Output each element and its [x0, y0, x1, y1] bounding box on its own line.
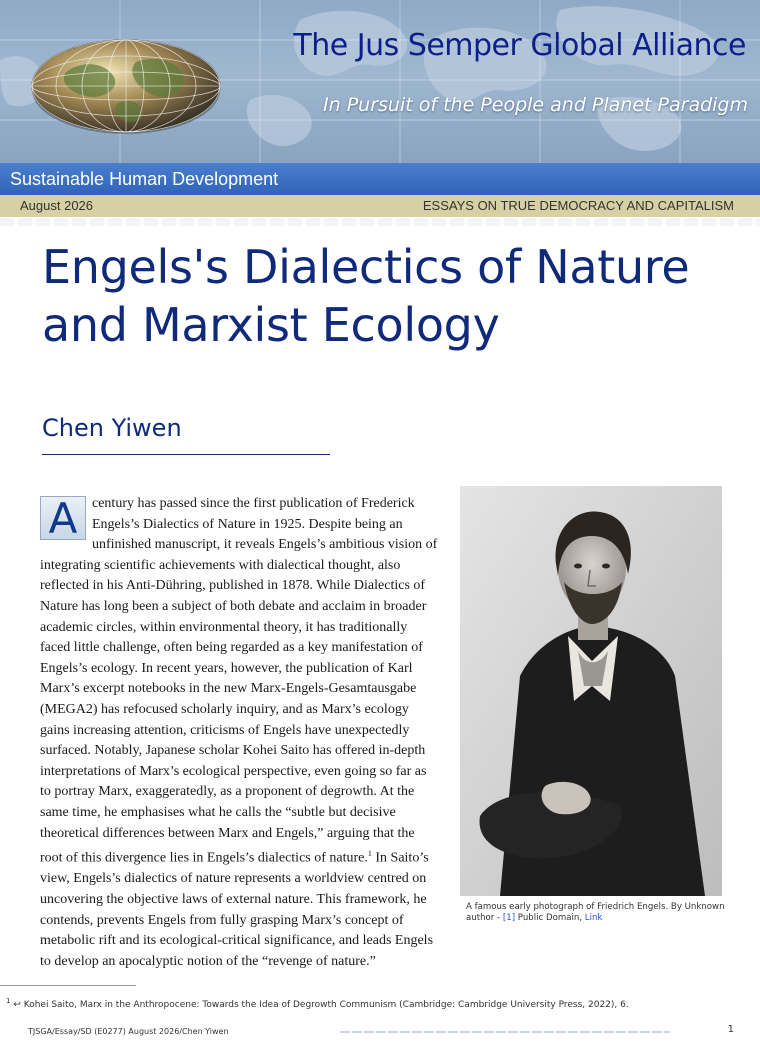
article-body: [40, 494, 440, 972]
portrait-image: [460, 486, 722, 896]
globe-icon: [26, 32, 226, 140]
issue-date: August 2026: [20, 198, 94, 213]
engels-photograph: [460, 486, 722, 896]
organization-title: The Jus Semper Global Alliance: [293, 28, 746, 63]
footer-reference: TJSGA/Essay/SD (E0277) August 2026/Chen Yiwen: [28, 1027, 229, 1036]
info-bar: [0, 195, 760, 217]
decorative-divider: [0, 218, 760, 226]
section-label: Sustainable Human Development: [10, 169, 279, 189]
footnote-text: Kohei Saito, Marx in the Anthropocene: Towards the Idea of Degrowth Communism (Cambridge: Cambridge University Press, 2022), 6.: [23, 1000, 629, 1010]
masthead-banner: [0, 0, 760, 163]
caption-license: Public Domain,: [515, 913, 585, 923]
footnote-separator: [0, 985, 136, 986]
caption-link[interactable]: Link: [584, 913, 603, 923]
footnote-reference[interactable]: 1: [367, 849, 372, 859]
body-paragraph-continuation: In Saito’s view, Engels’s dialectics of nature represents a worldview centred on uncovering the objective laws of external nature. This framework, he contends, prevents Engels from fully grasping Marx’s concept of metabolic rift and its ecological-critical significance, and leads Engels to develop an apocalyptic notion of the “revenge of nature.”: [40, 850, 434, 969]
footer-divider: [340, 1031, 670, 1033]
article-author: Chen Yiwen: [42, 414, 182, 442]
series-label: ESSAYS ON TRUE DEMOCRACY AND CAPITALISM: [422, 198, 734, 213]
drop-cap: A: [40, 496, 86, 540]
author-underline: [42, 454, 330, 455]
page-number: 1: [727, 1024, 734, 1035]
footnote-back-arrow-icon[interactable]: ↩: [13, 1000, 21, 1010]
photo-caption: [466, 902, 728, 924]
organization-tagline: In Pursuit of the People and Planet Paradigm: [323, 94, 748, 116]
body-paragraph: century has passed since the first publication of Frederick Engels’s Dialectics of Nature in 1925. Despite being an unfinished manuscript, it reveals Engels’s ambitious vision of integrating scientific achievements with dialectical thought, also reflected in his Anti-Dühring, published in 1878. While Dialectics of Nature has long been a subject of both debate and acclaim in broader academic circles, within environmental theory, it has traditionally faced little challenge, often being regarded as a key manifestation of Engels’s ecology. In recent years, however, the publication of Karl Marx’s excerpt notebooks in the new Marx-Engels-Gesamtausgabe (MEGA2) has refocused scholarly inquiry, and as Marx’s ecology gains increasing attention, criticisms of Engels have unexpectedly surfaced. Notably, Japanese scholar Kohei Saito has offered in-depth interpretations of Marx’s ecological perspective, even going so far as to portray Marx, exaggeratedly, as a proponent of degrowth. At the same time, he emphasises what he calls the “subtle but decisive theoretical differences between Marx and Engels,” arguing that the root of this divergence lies in Engels’s dialectics of nature.: [40, 496, 438, 866]
caption-source-link[interactable]: [1]: [502, 913, 516, 923]
section-bar: [0, 163, 760, 195]
article-title: Engels's Dialectics of Nature and Marxist Ecology: [42, 240, 690, 352]
footnote-number: 1: [6, 997, 11, 1005]
caption-text: A famous early photograph of Friedrich Engels. By Unknown author -: [466, 902, 725, 923]
footnote: [6, 997, 746, 1010]
